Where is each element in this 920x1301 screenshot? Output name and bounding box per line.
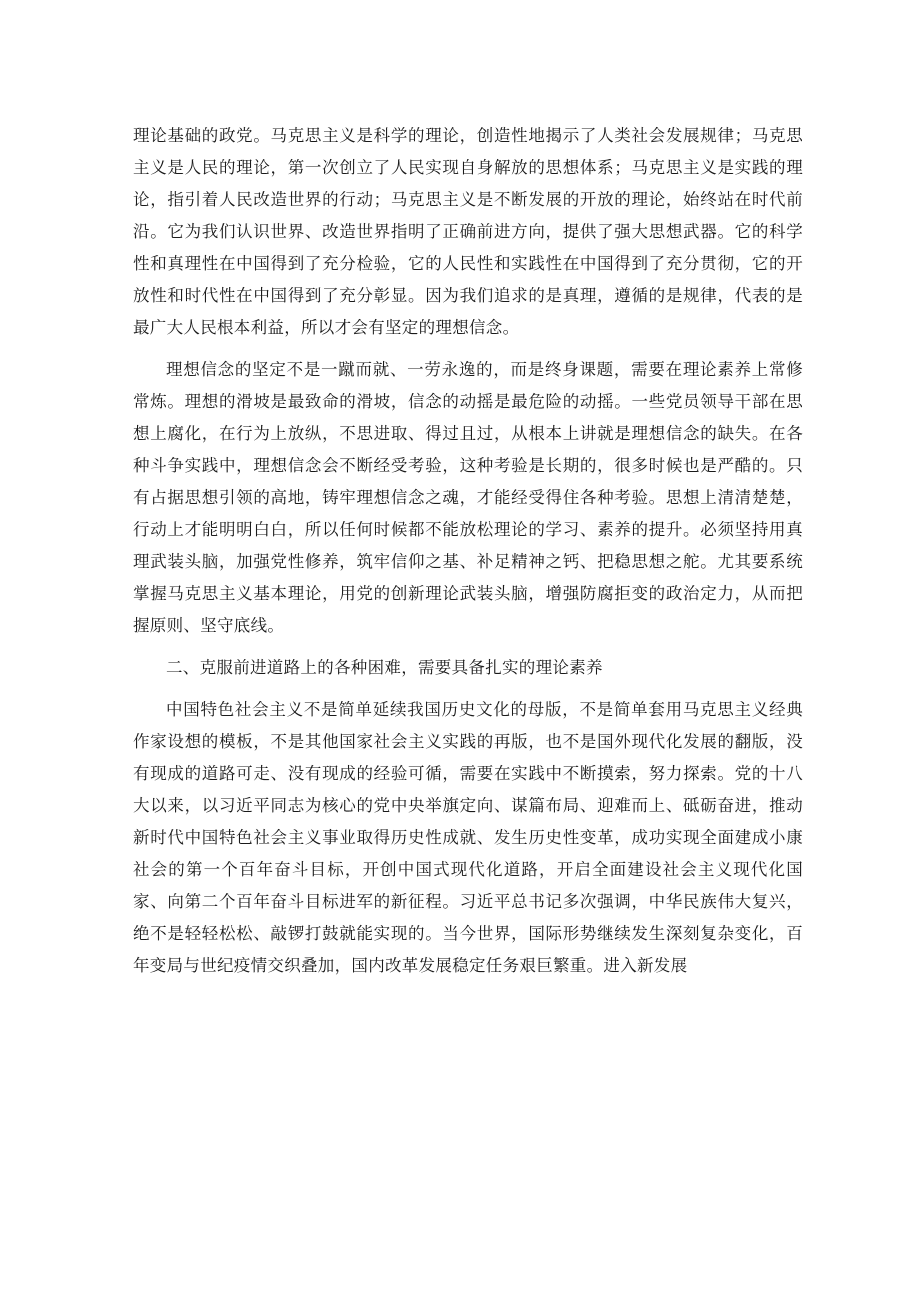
paragraph-marxism-theory: 理论基础的政党。马克思主义是科学的理论，创造性地揭示了人类社会发展规律；马克思主义是人民的理论，第一次创立了人民实现自身解放的思想体系；马克思主义是实践的理论，指引着人民改造世界的行动；马克思主义是不断发展的开放的理论，始终站在时代前沿。它为我们认识世界、改造世界指明了正确前进方向，提供了强大思想武器。它的科学性和真理性在中国得到了充分检验，它的人民性和实践性在中国得到了充分贯彻，它的开放性和时代性在中国得到了充分彰显。因为我们追求的是真理，遵循的是规律，代表的是最广大人民根本利益，所以才会有坚定的理想信念。 — [133, 126, 803, 337]
paragraph-ideal-belief: 理想信念的坚定不是一蹴而就、一劳永逸的，而是终身课题，需要在理论素养上常修常炼。理想的滑坡是最致命的滑坡，信念的动摇是最危险的动摇。一些党员领导干部在思想上腐化，在行为上放纵，不思进取、得过且过，从根本上讲就是理想信念的缺失。在各种斗争实践中，理想信念会不断经受考验，这种考验是长期的，很多时候也是严酷的。只有占据思想引领的高地，铸牢理想信念之魂，才能经受得住各种考验。思想上清清楚楚，行动上才能明明白白，所以任何时候都不能放松理论的学习、素养的提升。必须坚持用真理武装头脑，加强党性修养，筑牢信仰之基、补足精神之钙、把稳思想之舵。尤其要系统掌握马克思主义基本理论，用党的创新理论武装头脑，增强防腐拒变的政治定力，从而把握原则、坚守底线。 — [133, 360, 803, 635]
document-body — [133, 120, 803, 992]
paragraph-socialism-path: 中国特色社会主义不是简单延续我国历史文化的母版，不是简单套用马克思主义经典作家设想的模板，不是其他国家社会主义实践的再版，也不是国外现代化发展的翻版，没有现成的道路可走、没有现成的经验可循，需要在实践中不断摸索，努力探索。党的十八大以来，以习近平同志为核心的党中央举旗定向、谋篇布局、迎难而上、砥砺奋进，推动新时代中国特色社会主义事业取得历史性成就、发生历史性变革，成功实现全面建成小康社会的第一个百年奋斗目标，开创中国式现代化道路，开启全面建设社会主义现代化国家、向第二个百年奋斗目标进军的新征程。习近平总书记多次强调，中华民族伟大复兴，绝不是轻轻松松、敲锣打鼓就能实现的。当今世界，国际形势继续发生深刻复杂变化，百年变局与世纪疫情交织叠加，国内改革发展稳定任务艰巨繁重。进入新发展 — [133, 700, 803, 975]
section-heading-2: 二、克服前进道路上的各种困难，需要具备扎实的理论素养 — [166, 658, 603, 677]
